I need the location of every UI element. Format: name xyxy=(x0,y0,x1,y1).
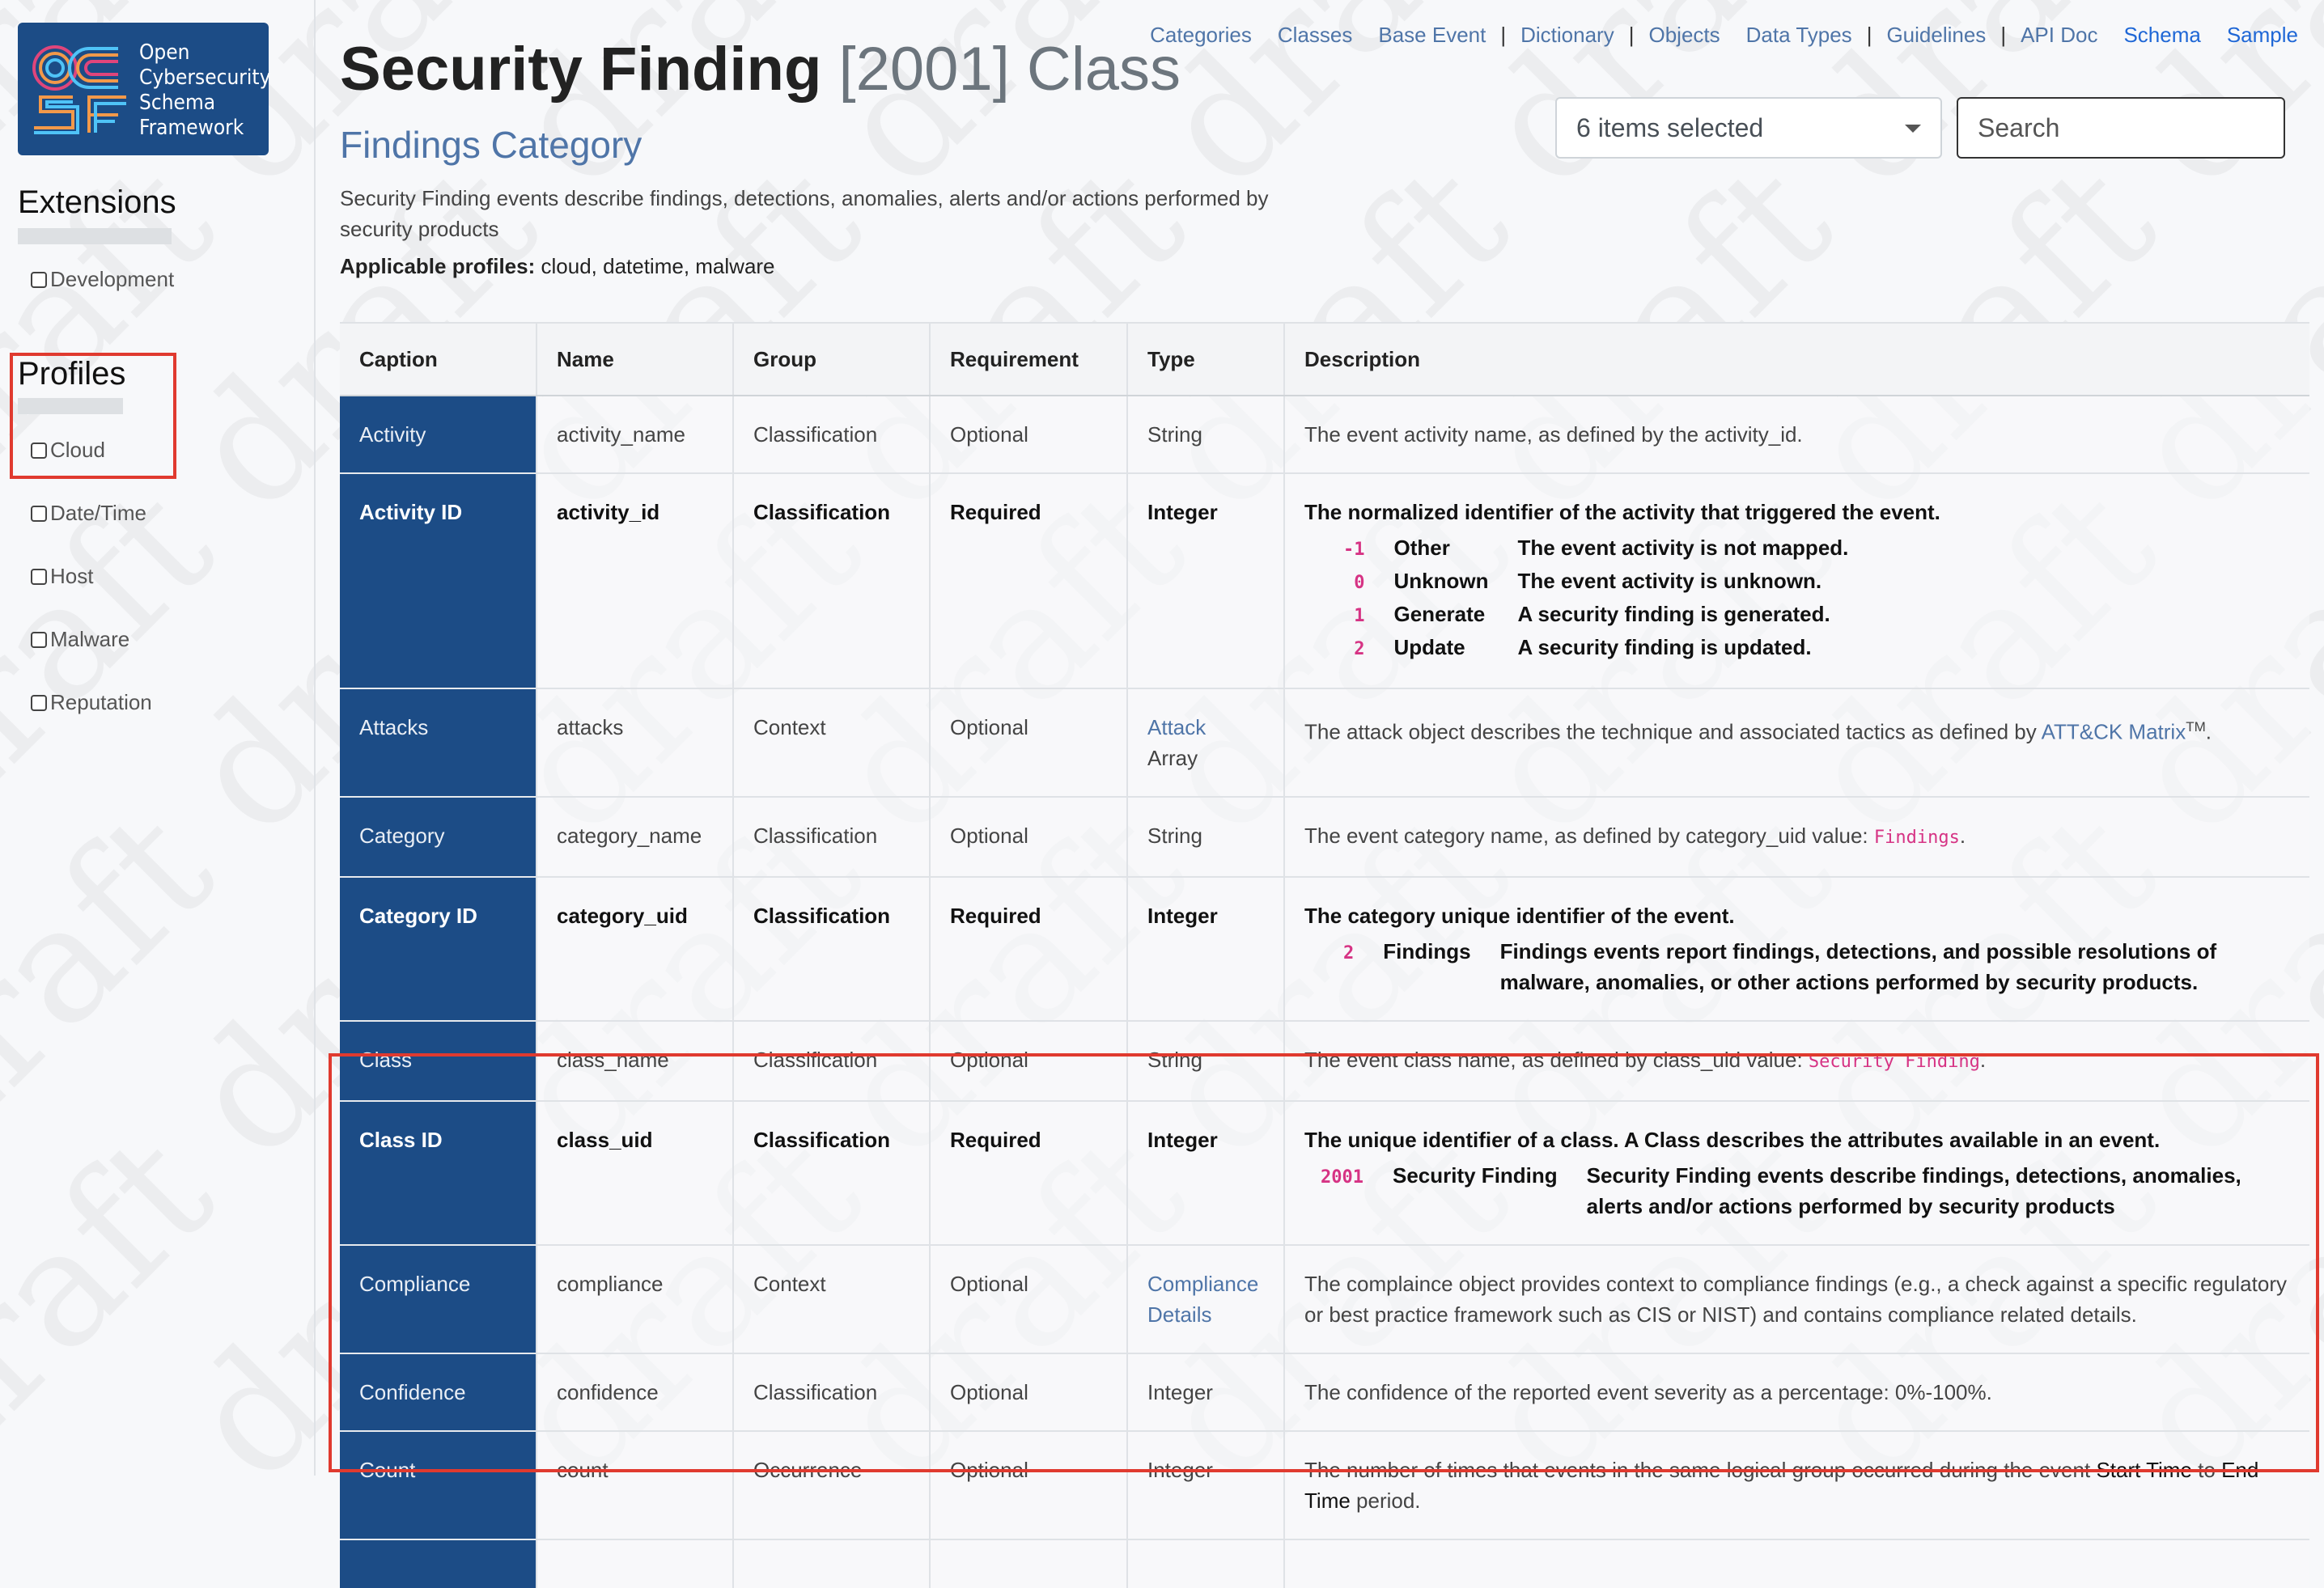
row-name: activity_name xyxy=(536,396,733,473)
row-description xyxy=(1284,877,2309,1021)
enum-row xyxy=(1304,1160,2290,1222)
row-group: Classification xyxy=(733,473,930,688)
nav-api-doc[interactable]: API Doc xyxy=(2021,23,2098,47)
enum-desc: The event activity is unknown. xyxy=(1517,569,1822,593)
description-text: The event category name, as defined by category_uid value: xyxy=(1304,824,1874,848)
checkbox-label: Malware xyxy=(50,627,130,651)
end-time-term: End Time xyxy=(1304,1458,2259,1513)
row-name: class_uid xyxy=(536,1101,733,1245)
profile-checkbox-host[interactable] xyxy=(31,564,93,589)
row-caption: Count xyxy=(340,1431,536,1539)
row-type: Integer xyxy=(1127,1101,1284,1245)
table-row xyxy=(340,1539,2309,1588)
row-requirement: Required xyxy=(930,1101,1127,1245)
row-caption: Category ID xyxy=(340,877,536,1021)
row-description: The confidence of the reported event severity as a percentage: 0%-100%. xyxy=(1284,1353,2309,1431)
table-header-row xyxy=(340,323,2309,396)
row-caption: Category xyxy=(340,797,536,877)
table-row xyxy=(340,396,2309,473)
column-header[interactable]: Name xyxy=(536,323,733,396)
enum-label: Update xyxy=(1393,635,1465,659)
table-row xyxy=(340,688,2309,797)
description-text: . xyxy=(1979,1048,1987,1072)
row-caption: Compliance xyxy=(340,1245,536,1353)
row-group: Classification xyxy=(733,1353,930,1431)
class-uid: [2001] Class xyxy=(838,35,1181,104)
row-caption: Activity xyxy=(340,396,536,473)
row-requirement: Optional xyxy=(930,797,1127,877)
row-name: confidence xyxy=(536,1353,733,1431)
enum-label: Findings xyxy=(1383,939,1471,963)
profile-checkbox-cloud[interactable] xyxy=(31,438,105,463)
row-caption: Class ID xyxy=(340,1101,536,1245)
row-requirement: Optional xyxy=(930,396,1127,473)
row-description: The event activity name, as defined by the activity_id. xyxy=(1284,396,2309,473)
nav-classes[interactable]: Classes xyxy=(1277,23,1353,47)
description-text: The attack object describes the technique and associated tactics as defined by xyxy=(1304,719,2042,744)
nav-separator: | xyxy=(1500,23,1507,47)
table-row xyxy=(340,1101,2309,1245)
row-requirement: Required xyxy=(930,473,1127,688)
row-requirement: Optional xyxy=(930,1353,1127,1431)
description-text: to xyxy=(2191,1458,2222,1482)
row-type xyxy=(1127,688,1284,797)
applicable-profiles xyxy=(340,254,775,279)
row-group: Classification xyxy=(733,1021,930,1101)
row-name: class_name xyxy=(536,1021,733,1101)
row-description xyxy=(1284,688,2309,797)
extensions-heading: Extensions xyxy=(18,184,176,220)
profile-checkbox-datetime[interactable] xyxy=(31,501,146,526)
description-text: The number of times that events in the same logical group occurred during the event xyxy=(1304,1458,2097,1482)
profiles-label: Applicable profiles: xyxy=(340,254,536,278)
logo-line: Open xyxy=(139,40,190,65)
ocsf-logo-icon xyxy=(31,44,129,136)
checkbox[interactable] xyxy=(31,569,47,585)
checkbox[interactable] xyxy=(31,632,47,648)
row-type: String xyxy=(1127,1021,1284,1101)
category-link[interactable]: Findings Category xyxy=(340,124,642,166)
enum-row xyxy=(1327,936,2290,997)
checkbox[interactable] xyxy=(31,443,47,459)
enum-label: Security Finding xyxy=(1392,1163,1558,1188)
enum-row xyxy=(1327,565,1858,599)
row-group: Classification xyxy=(733,1101,930,1245)
page-title xyxy=(340,34,1181,104)
nav-sample[interactable]: Sample xyxy=(2226,23,2298,47)
checkbox-label: Date/Time xyxy=(50,501,146,525)
row-requirement: Optional xyxy=(930,1431,1127,1539)
nav-objects[interactable]: Objects xyxy=(1648,23,1720,47)
row-type: String xyxy=(1127,396,1284,473)
checkbox-label: Reputation xyxy=(50,690,152,714)
table-row xyxy=(340,1245,2309,1353)
table-row xyxy=(340,1353,2309,1431)
type-link-attack[interactable]: Attack xyxy=(1147,715,1207,739)
table-row xyxy=(340,473,2309,688)
row-type: Integer xyxy=(1127,473,1284,688)
attribute-filter-select[interactable] xyxy=(1555,97,1942,159)
description-text: The event class name, as defined by class_uid value: xyxy=(1304,1048,1809,1072)
row-group: Occurrence xyxy=(733,1431,930,1539)
checkbox[interactable] xyxy=(31,272,47,288)
row-description xyxy=(1284,1101,2309,1245)
row-type xyxy=(1127,1245,1284,1353)
column-header[interactable]: Group xyxy=(733,323,930,396)
nav-base-event[interactable]: Base Event xyxy=(1378,23,1486,47)
row-caption: Attacks xyxy=(340,688,536,797)
description-text: . xyxy=(1959,824,1966,848)
class-description: Security Finding events describe findings, detections, anomalies, alerts and/or actions performed by security products xyxy=(340,186,1269,241)
logo-line: Framework xyxy=(139,116,244,140)
row-description xyxy=(1284,797,2309,877)
enum-value: -1 xyxy=(1343,540,1365,560)
enum-row xyxy=(1327,599,1858,632)
checkbox-label: Development xyxy=(50,267,175,291)
row-caption: Class xyxy=(340,1021,536,1101)
attributes-table xyxy=(340,322,2309,1588)
row-description xyxy=(1284,1431,2309,1539)
enum-value: 2001 xyxy=(1321,1167,1363,1188)
type-suffix: Array xyxy=(1147,746,1198,770)
table-row xyxy=(340,1021,2309,1101)
caret-down-icon xyxy=(1905,125,1921,133)
enum-value: 0 xyxy=(1354,573,1365,593)
nav-data-types[interactable]: Data Types xyxy=(1745,23,1852,47)
logo-line: Schema xyxy=(139,91,216,115)
nav-separator: | xyxy=(2000,23,2007,47)
search-input[interactable] xyxy=(1957,97,2285,159)
nav-guidelines[interactable]: Guidelines xyxy=(1886,23,1987,47)
nav-dictionary[interactable]: Dictionary xyxy=(1520,23,1614,47)
row-name: attacks xyxy=(536,688,733,797)
checkbox-label: Host xyxy=(50,564,94,588)
profiles-heading: Profiles xyxy=(18,356,126,392)
checkbox[interactable] xyxy=(31,695,47,711)
table-row xyxy=(340,1431,2309,1539)
description-text: . xyxy=(2205,719,2212,744)
enum-value: 1 xyxy=(1354,606,1365,626)
profiles-divider xyxy=(18,398,123,414)
ocsf-logo[interactable] xyxy=(18,23,269,155)
row-group: Classification xyxy=(733,396,930,473)
row-group: Classification xyxy=(733,797,930,877)
profiles-value: cloud, datetime, malware xyxy=(541,254,775,278)
attack-matrix-link[interactable]: ATT&CK Matrix xyxy=(2041,719,2186,744)
row-requirement: Optional xyxy=(930,1021,1127,1101)
row-name: compliance xyxy=(536,1245,733,1353)
logo-line: Cybersecurity xyxy=(139,66,271,90)
row-type: String xyxy=(1127,797,1284,877)
logo-text xyxy=(139,40,270,141)
checkbox[interactable] xyxy=(31,506,47,522)
select-value: 6 items selected xyxy=(1576,113,1764,142)
profile-checkbox-reputation[interactable] xyxy=(31,690,152,715)
enum-table xyxy=(1327,936,2290,997)
row-caption xyxy=(340,1539,536,1588)
nav-separator: | xyxy=(1866,23,1872,47)
row-description: The complaince object provides context to compliance findings (e.g., a check against a specific regulatory or best practice framework such as CIS or NIST) and contains compliance related details. xyxy=(1284,1245,2309,1353)
enum-row xyxy=(1327,632,1858,665)
row-requirement: Required xyxy=(930,877,1127,1021)
row-name: count xyxy=(536,1431,733,1539)
enum-table xyxy=(1327,532,1858,665)
sidebar xyxy=(0,0,316,1476)
row-type: Integer xyxy=(1127,1431,1284,1539)
column-header[interactable]: Description xyxy=(1284,323,2309,396)
row-type xyxy=(1127,1539,1284,1588)
column-header[interactable]: Caption xyxy=(340,323,536,396)
row-name: activity_id xyxy=(536,473,733,688)
row-caption: Confidence xyxy=(340,1353,536,1431)
checkbox-label: Cloud xyxy=(50,438,105,462)
nav-categories[interactable]: Categories xyxy=(1150,23,1252,47)
start-time-term: Start Time xyxy=(2096,1458,2192,1482)
enum-row xyxy=(1327,532,1858,565)
row-description xyxy=(1284,1539,2309,1588)
row-type: Integer xyxy=(1127,1353,1284,1431)
enum-desc: The event activity is not mapped. xyxy=(1517,536,1849,560)
profile-checkbox-malware[interactable] xyxy=(31,627,129,652)
nav-separator: | xyxy=(1628,23,1635,47)
row-requirement xyxy=(930,1539,1127,1588)
enum-value: 2 xyxy=(1354,639,1365,659)
enum-label: Generate xyxy=(1393,602,1486,626)
row-caption: Activity ID xyxy=(340,473,536,688)
table-row xyxy=(340,877,2309,1021)
enum-desc: Security Finding events describe findings, detections, anomalies, alerts and/or actions performed by security products xyxy=(1586,1163,2241,1218)
column-header[interactable]: Type xyxy=(1127,323,1284,396)
description-text: The category unique identifier of the event. xyxy=(1304,904,1735,928)
enum-table xyxy=(1304,1160,2290,1222)
enum-value: 2 xyxy=(1343,943,1355,963)
top-nav xyxy=(1150,23,2298,48)
row-group: Context xyxy=(733,688,930,797)
table-row xyxy=(340,797,2309,877)
row-name xyxy=(536,1539,733,1588)
enum-label: Unknown xyxy=(1393,569,1489,593)
enum-label: Other xyxy=(1393,536,1450,560)
class-name: Security Finding xyxy=(340,35,822,104)
row-requirement: Optional xyxy=(930,1245,1127,1353)
column-header[interactable]: Requirement xyxy=(930,323,1127,396)
enum-desc: A security finding is updated. xyxy=(1517,635,1812,659)
description-text: The normalized identifier of the activity that triggered the event. xyxy=(1304,500,1940,524)
nav-schema[interactable]: Schema xyxy=(2123,23,2201,47)
row-name: category_name xyxy=(536,797,733,877)
row-group: Classification xyxy=(733,877,930,1021)
value-code: Findings xyxy=(1873,828,1960,848)
description-text: period. xyxy=(1350,1488,1421,1513)
enum-desc: A security finding is generated. xyxy=(1517,602,1830,626)
row-name: category_uid xyxy=(536,877,733,1021)
description-text: The unique identifier of a class. A Class describes the attributes available in an event. xyxy=(1304,1128,2161,1152)
row-description xyxy=(1284,473,2309,688)
row-requirement: Optional xyxy=(930,688,1127,797)
row-type: Integer xyxy=(1127,877,1284,1021)
row-group xyxy=(733,1539,930,1588)
enum-desc: Findings events report findings, detections, and possible resolutions of malware, anomalies, or other actions performed by security products. xyxy=(1499,939,2217,994)
extensions-divider xyxy=(18,228,172,244)
value-code: Security Finding xyxy=(1808,1052,1980,1072)
row-description xyxy=(1284,1021,2309,1101)
extension-checkbox-development[interactable] xyxy=(31,267,174,292)
trademark-sup: TM xyxy=(2186,719,2206,735)
row-group: Context xyxy=(733,1245,930,1353)
type-link-compliance-details[interactable]: Compliance Details xyxy=(1147,1272,1259,1327)
